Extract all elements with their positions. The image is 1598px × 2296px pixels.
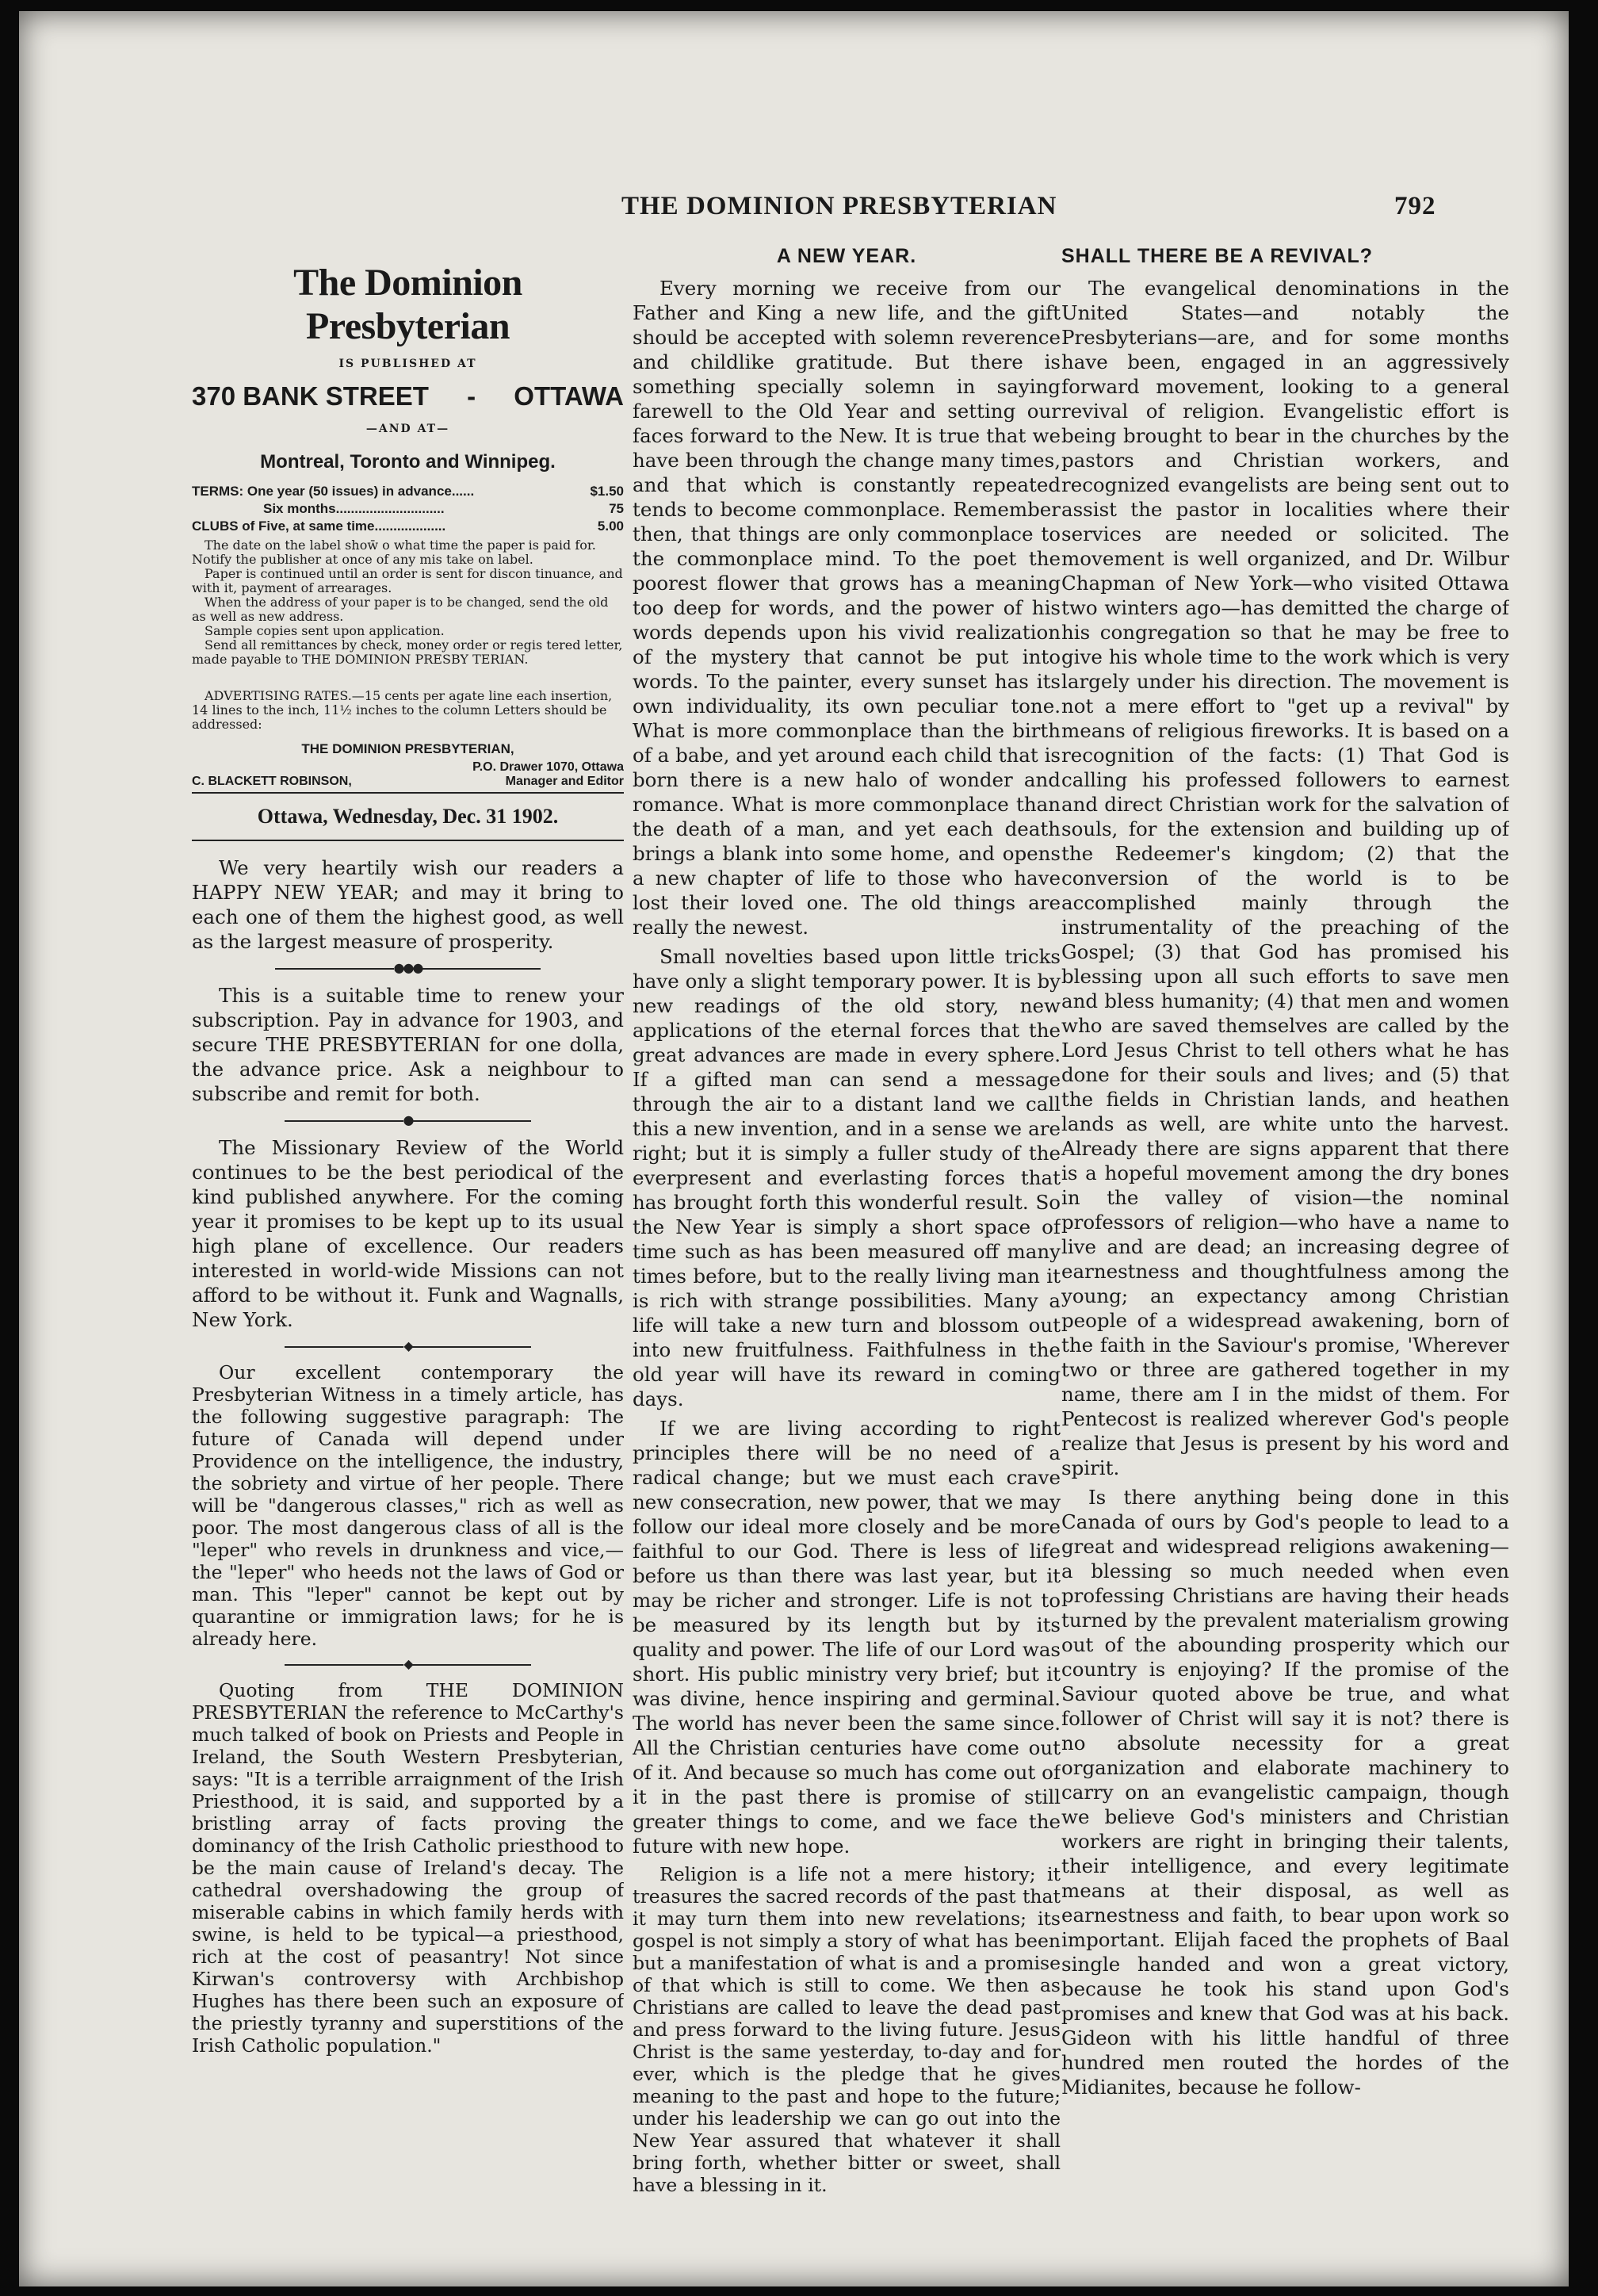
right-column: [1061, 245, 1509, 2099]
published-at: IS PUBLISHED AT: [338, 358, 477, 370]
city: OTTAWA: [514, 381, 624, 411]
separator-rule: ◆: [192, 1338, 624, 1353]
dateline: Ottawa, Wednesday, Dec. 31 1902.: [192, 794, 624, 841]
editorial-paragraph: We very heartily wish our readers a HAPPY NEW YEAR; and may it bring to each one of them the highest good, as well as the largest measure of prosperity.: [192, 856, 624, 953]
clubs-row: [192, 518, 624, 535]
clubs-label: CLUBS of Five, at same time...................: [192, 519, 446, 534]
and-at: —AND AT—: [365, 423, 450, 435]
middle-column: [633, 245, 1061, 2196]
new-year-heading: A NEW YEAR.: [776, 245, 917, 267]
article-paragraph: Is there anything being done in this Canada of ours by God's people to lead to a great and widespread religions awakening—a blessing so much needed when even professing Christians are having their heads turned by the prevalent materialism growing out of the abounding prosperity which our country is enjoying? If the promise of the Saviour quoted above be true, and what follower of Christ will say it is not? there is no absolute necessity for a great organization and elaborate machinery to carry on an evangelistic campaign, though we believe God's ministers and Christian workers are right in bringing their talents, their intelligence, and every legitimate means at their disposal, as well as earnestness and faith, to bear upon work so important. Elijah faced the prophets of Baal single handed and won a great victory, because he took his stand upon God's promises and knew that God was at his back. Gideon with his little handful of three hundred men routed the hordes of the Midianites, because he follow-: [1061, 1486, 1509, 2099]
manager-title: Manager and Editor: [505, 775, 624, 788]
terms-row: [192, 483, 624, 500]
advertising-text: ADVERTISING RATES.—15 cents per agate line each insertion, 14 lines to the inch, 11½ inches to the column Letters should be addressed:: [192, 688, 613, 732]
note: Paper is continued until an order is sent for discon tinuance, and with it, payment of arrearages.: [192, 566, 623, 595]
manager-line: [192, 775, 624, 794]
newspaper-page: [19, 11, 1569, 2286]
editorial-paragraph: This is a suitable time to renew your subscription. Pay in advance for 1903, and secure THE PRESBYTERIAN for one dolla, the advance price. Ask a neighbour to subscribe and remit for both.: [192, 984, 624, 1105]
po-drawer: P.O. Drawer 1070, Ottawa: [472, 760, 624, 774]
manager-name: C. BLACKETT ROBINSON,: [192, 775, 352, 788]
subscription-notes: [192, 538, 624, 667]
editorial-paragraph: Our excellent contemporary the Presbyterian Witness in a timely article, has the following suggestive paragraph: The future of Canada will depend under Providence on the intelligence, the industry, the sobriety and virtue of her people. There will be "dangerous classes," rich as well as poor. The most dangerous class of all is the "leper" who revels in drunkness and vice,—the "leper" who heeds not the laws of God or man. This "leper" cannot be kept out by quarantine or immigration laws; for he is already here.: [192, 1361, 624, 1650]
note: The date on the label show̄ o what time the paper is paid for. Notify the publisher at once of any mis take on label.: [192, 538, 596, 567]
terms-table: [192, 483, 624, 535]
page-header: [621, 192, 1436, 224]
note: When the address of your paper is to be changed, send the old as well as new address.: [192, 595, 609, 624]
advertising-rates: [192, 689, 624, 732]
masthead-address: [192, 381, 624, 411]
article-paragraph: Small novelties based upon little tricks have only a slight temporary power. It is by new readings of the old story, new applications of the eternal forces that the great advances are made in every sphere. If a gifted man can send a message through the air to a distant land we call this a new invention, and in a sense we are right; but it is simply a fuller study of the everpresent and everlasting forces that has brought forth this wonderful result. So the New Year is simply a short space of time such as has been measured off many times before, but to the really living man it is rich with strange possibilities. Many a life will take a new turn and blossom out into new fruitfulness. Faithfulness in the old year will have its reward in coming days.: [633, 945, 1061, 1410]
note: Send all remittances by check, money order or regis tered letter, made payable to THE DOMINION PRESBY TERIAN.: [192, 637, 623, 667]
editorial-paragraph: The Missionary Review of the World continues to be the best periodical of the kind published anywhere. For the coming year it promises to be kept up to its usual high plane of excellence. Our readers interested in world-wide Missions can not afford to be without it. Funk and Wagnalls, New York.: [192, 1136, 624, 1331]
other-cities: Montreal, Toronto and Winnipeg.: [260, 451, 556, 473]
separator-rule: ●●●: [192, 960, 624, 975]
revival-heading: SHALL THERE BE A REVIVAL?: [1061, 245, 1374, 267]
editorial-paragraph: Quoting from THE DOMINION PRESBYTERIAN the reference to McCarthy's much talked of book on Priests and People in Ireland, the South Western Presbyterian, says: "It is a terrible arraignment of the Irish Priesthood, it is said, and supported by a bristling array of facts proving the dominancy of the Irish Catholic priesthood to be the main cause of Ireland's decay. The cathedral overshadowing the group of miserable cabins in which family herds with swine, is held to be typical—a priesthood, rich at the cost of peasantry! Not since Kirwan's controversy with Archbishop Hughes has there been such an exposure of the priestly tyranny and superstitions of the Irish Catholic population.": [192, 1679, 624, 2057]
masthead-title: The Dominion Presbyterian: [293, 262, 522, 347]
six-months-price: 75: [609, 501, 624, 516]
address-dash: -: [467, 381, 476, 411]
running-head: THE DOMINION PRESBYTERIAN: [621, 192, 1057, 220]
street: 370 BANK STREET: [192, 381, 429, 411]
separator-rule: ◆: [192, 1656, 624, 1671]
article-paragraph: If we are living according to right principles there will be no need of a radical change; but we must each crave new consecration, new power, that we may follow our ideal more closely and be more faithful to our God. There is less of life before us than there was last year, but it may be richer and stronger. Life is not to be measured by its length but by its quality and power. The life of our Lord was short. His public ministry very brief; but it was divine, hence inspiring and germinal. The world has never been the same since. All the Christian centuries have come out of it. And because so much has come out of it in the past there is promise of still greater things to come, and we face the future with new hope.: [633, 1417, 1061, 1858]
terms-label: TERMS: One year (50 issues) in advance......: [192, 484, 475, 499]
left-column: [192, 245, 624, 2057]
clubs-price: 5.00: [597, 519, 624, 534]
article-paragraph: The evangelical denominations in the United States—and notably the Presbyterians—are, and for some months have been, engaged in an aggressively forward movement, looking to a general revival of religion. Evangelistic effort is being brought to bear in the churches by the pastors and Christian workers, and recognized evangelists are being sent out to assist the pastor in localities where their services are needed or solicited. The movement is well organized, and Dr. Wilbur Chapman of New York—who visited Ottawa two winters ago—has demitted the charge of his congregation so that he may be free to give his whole time to the work which is very largely under his direction. The movement is not a mere effort to "get up a revival" by means of religious fireworks. It is based on a recognition of the facts: (1) That God is calling his professed followers to earnest and direct Christian work for the salvation of souls, for the extension and building up of the Redeemer's kingdom; (2) that the conversion of the world is to be accomplished mainly through the instrumentality of the preaching of the Gospel; (3) that God has promised his blessing upon all such efforts to save men and bless humanity; (4) that men and women who are saved themselves are called by the Lord Jesus Christ to tell others what he has done for their souls and lives; and (5) that the fields in Christian lands, and heathen lands as well, are white unto the harvest. Already there are signs apparent that there is a hopeful movement among the dry bones in the valley of vision—the nominal professors of religion—who have a name to live and are dead; an increasing degree of earnestness and thoughtfulness among the young; an expectancy among Christian people of a widespread awakening, born of the faith in the Saviour's promise, 'Wherever two or three are gathered together in my name, there am I in the midst of them. For Pentecost is realized wherever God's people realize that Jesus is present by his word and spirit.: [1061, 277, 1509, 1479]
page-number: 792: [1394, 192, 1436, 220]
addressee: THE DOMINION PRESBYTERIAN,: [301, 741, 514, 756]
separator-rule: ●: [192, 1112, 624, 1127]
article-paragraph: Every morning we receive from our Father and King a new life, and the gift should be accepted with solemn reverence and childlike gratitude. But there is something specially solemn in saying farewell to the Old Year and setting our faces forward to the New. It is true that we have been through the change many times, and that which is constantly repeated tends to become commonplace. Remember then, that things are only commonplace to the commonplace mind. To the poet the poorest flower that grows has a meaning too deep for words, and the power of his words depends upon his vivid realization of the mystery that cannot be put into words. To the painter, every sunset has its own individuality, its own peculiar tone. What is more commonplace than the birth of a babe, and yet around each child that is born there is a new halo of wonder and romance. What is more commonplace than the death of a man, and yet each death brings a blank into some home, and opens a new chapter of life to those who have lost their loved one. The old things are really the newest.: [633, 277, 1061, 939]
six-months-row: [192, 500, 624, 518]
six-months-label: Six months.............................: [263, 501, 445, 516]
editorial-notes: [192, 855, 624, 2057]
terms-price: $1.50: [590, 484, 624, 499]
note: Sample copies sent upon application.: [205, 623, 445, 638]
article-paragraph: Religion is a life not a mere history; it treasures the sacred records of the past that it may turn them into new revelations; its gospel is not simply a story of what has been but a manifestation of what is and a promise of that which is still to come. We then as Christians are called to leave the dead past and press forward to the living future. Jesus Christ is the same yesterday, to-day and for ever, which is the pledge that he gives meaning to the past and hope to the future; under his leadership we can go out into the New Year assured that whatever it shall bring forth, whether bitter or sweet, shall have a blessing in it.: [633, 1863, 1061, 2196]
